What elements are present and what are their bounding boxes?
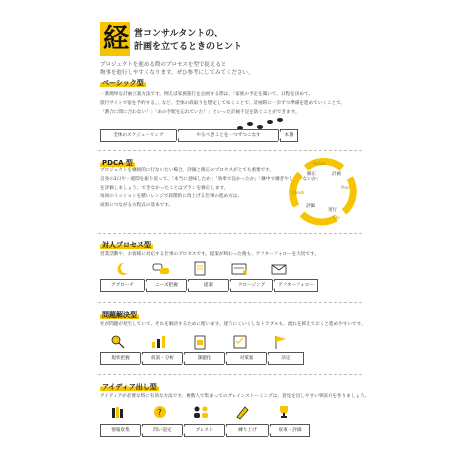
title-kanji-badge [100, 22, 130, 56]
basic-line-3: 「割合に間に合わない！」「あの手配を忘れていた！」といった計画不足を防ぐことができます。 [100, 110, 300, 115]
title-line-1: 営コンサルタントの、 [134, 29, 223, 39]
checklist-icon [232, 334, 248, 350]
page-header [100, 22, 440, 74]
idea-step-4: 練り上げ [226, 424, 268, 437]
problem-step-1: 現状把握 [100, 352, 140, 365]
idea-paragraph [100, 392, 369, 401]
basic-paragraph [100, 90, 345, 117]
problem-step-3: 課題化 [184, 352, 224, 365]
basic-step-3: 本番 [280, 129, 298, 142]
pdca-label-action: Action [313, 161, 326, 166]
divider [98, 374, 362, 375]
section-title-client: 対人プロセス型 [102, 241, 151, 249]
idea-step-1: 情報収集 [100, 424, 140, 437]
magnifier-icon [110, 334, 126, 350]
contract-icon [230, 262, 250, 276]
section-title-idea: アイディア出し型 [102, 383, 157, 391]
idea-step-2: 問い設定 [142, 424, 182, 437]
pdca-label-modify: 修正 [307, 172, 316, 177]
basic-step-1: 全体のスケジューリング [100, 129, 176, 142]
idea-line-1: アイディアが必要な時に有効な方法です。複数人で集まってのブレインストーミングは、意見を出しやすい事前方を作りましょう。 [100, 394, 370, 399]
client-step-2: ニーズ把握 [146, 279, 186, 292]
section-title-pdca: PDCA 型 [102, 159, 133, 167]
pdca-arc-check [302, 214, 336, 222]
divider [98, 233, 362, 234]
problem-paragraph [100, 320, 365, 329]
chart-icon [150, 334, 166, 350]
pdca-line-4: 毎回のミッションを積いレンジで段階的に改上げる仕事の進め方は、 [100, 194, 242, 200]
title-kanji: 経 [103, 24, 130, 54]
idea-step-3: ブレスト [184, 424, 224, 437]
envelope-icon [271, 262, 287, 276]
client-step-5: アフターフォロー [274, 279, 318, 292]
pencil-icon [234, 404, 250, 420]
client-paragraph [100, 250, 319, 259]
flag-icon [272, 334, 288, 350]
client-step-1: アプローチ [100, 279, 144, 292]
books-icon [110, 404, 126, 420]
trophy-icon [276, 404, 292, 420]
client-step-3: 提案 [188, 279, 228, 292]
problem-line-1: 社が問題が発生していて、それを解決するために使います。迷うにくいくしなトラブルも、流れを抑えておくと進めやすいです。 [100, 322, 366, 327]
pdca-label-plan-jp: 計画 [332, 172, 341, 177]
idea-flow [100, 424, 310, 437]
client-step-4: クロージング [230, 279, 272, 292]
pdca-line-2: 自身の1日や一週間を振り返って、「本当に意味したか」「効率で良かったか」「継中で継ぎやしていないか」 [100, 176, 322, 182]
pdca-label-do: Do [334, 215, 340, 220]
question-icon [152, 404, 168, 420]
moon-icon [114, 262, 130, 276]
basic-line-1: 一番簡単な計画立案方法です。例えば家族旅行を企画する際は、「家族の予定を聞いて、日程を決めて、 [100, 92, 314, 97]
title-line-2: 計画を立てるときのヒント [134, 42, 243, 52]
basic-step-2: やるべきことを一つずつこなす [178, 129, 278, 142]
pdca-label-check-jp: 評価 [306, 204, 315, 209]
people-icon [192, 404, 210, 420]
clipboard-icon [192, 334, 208, 350]
chat-bubbles-icon [152, 262, 170, 276]
pdca-label-do-jp: 実行 [328, 208, 337, 213]
subtitle-line-2: 物事を進行しやすくなります。ぜひ参考にしてみてください。 [100, 70, 254, 76]
pdca-arc-do [344, 178, 353, 212]
basic-flow [100, 129, 298, 142]
idea-step-5: 収束・評価 [270, 424, 310, 437]
problem-step-2: 仮説・分析 [142, 352, 182, 365]
pdca-line-1: プロジェクトを継続的に行ないたい場合、評価と修正のプロセスがとても重要です。 [100, 168, 275, 173]
pdca-line-3: を評価しましょう。できなかったことはプランを修正します。 [100, 185, 229, 191]
pdca-cycle-diagram [284, 156, 364, 226]
problem-flow [100, 352, 304, 365]
subtitle-line-1: プロジェクトを進める際のプロセスを型で捉えると [100, 62, 227, 68]
section-title-problem: 問題解決型 [102, 311, 137, 319]
client-flow [100, 279, 318, 292]
pdca-label-plan: Plan [341, 185, 350, 190]
problem-step-4: 対策案 [226, 352, 266, 365]
pdca-line-5: 成果につながる方程式の基本です。 [100, 203, 174, 209]
document-icon [192, 261, 208, 276]
section-title-basic: ベーシック型 [102, 79, 144, 87]
pdca-label-check: Check [292, 190, 305, 195]
divider [98, 150, 362, 151]
svg-text:?: ? [157, 408, 162, 417]
divider [98, 302, 362, 303]
client-line-1: 営業活動や、お客様に対応する仕事のプロセスです。提案が終わった後も、アフターフォローを大切です。 [100, 252, 319, 257]
basic-line-2: 旅行サイトで宿を予約する。」など、全体の段取りを想定してゆくことで、計画時に一歩ずつ準備を進めていくことで、 [100, 101, 346, 106]
problem-step-5: 決定 [268, 352, 304, 365]
